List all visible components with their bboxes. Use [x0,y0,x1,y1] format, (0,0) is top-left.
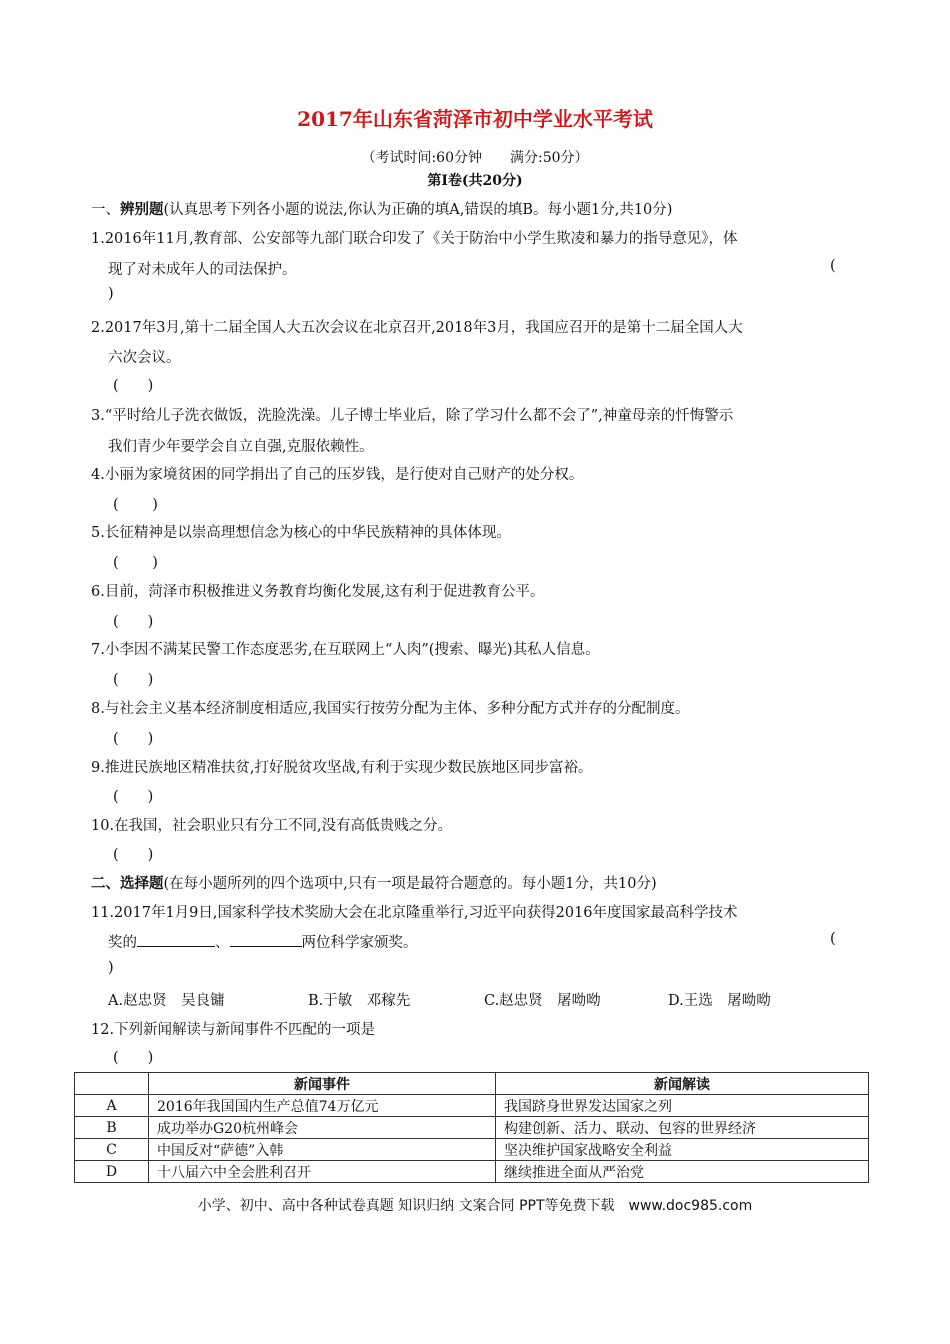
table-row [75,1117,869,1139]
q10-answer-paren: ( ) [113,847,154,863]
table-row [75,1161,869,1183]
table-header-row [75,1073,869,1095]
q1-paren-open: ( [830,258,836,274]
q8-answer-paren: ( ) [113,731,154,747]
q11-text-a: 奖的 [108,935,137,951]
section1-num: 一、 [91,202,120,218]
q4-line1: 4.小丽为家境贫困的同学捐出了自己的压岁钱，是行使对自己财产的处分权。 [91,467,584,483]
q1-line1: 1.2016年11月,教育部、公安部等九部门联合印发了《关于防治中小学生欺凌和暴力的指导意见》，体 [91,231,738,247]
q10-line1: 10.在我国，社会职业只有分工不同,没有高低贵贱之分。 [91,818,453,834]
q6-answer-paren: ( ) [113,614,154,630]
section1-label: 辨别题 [120,201,164,218]
table-header-interpretation: 新闻解读 [496,1073,869,1095]
table-cell-event: 2016年我国国内生产总值74万亿元 [149,1095,496,1117]
q11-line1: 11.2017年1月9日,国家科学技术奖励大会在北京隆重举行,习近平向获得2016年度国家最高科学技术 [91,905,738,921]
table-row [75,1139,869,1161]
q1-paren-close: ) [108,286,114,302]
table-cell-label: A [75,1095,149,1117]
q11-line2 [108,931,418,952]
exam-info: （考试时间:60分钟 满分:50分） [361,150,589,166]
table-cell-label: D [75,1161,149,1183]
table-cell-label: C [75,1139,149,1161]
news-table [74,1072,869,1183]
table-cell-event: 成功举办G20杭州峰会 [149,1117,496,1139]
q7-answer-paren: ( ) [113,672,154,688]
page-footer: 小学、初中、高中各种试卷真题 知识归纳 文案合同 PPT等免费下载 www.doc985.com [197,1198,753,1214]
q8-line1: 8.与社会主义基本经济制度相适应,我国实行按劳分配为主体、多种分配方式并存的分配制度。 [91,701,690,717]
table-row [75,1095,869,1117]
section2-instructions: (在每小题所列的四个选项中,只有一项是最符合题意的。每小题1分，共10分) [163,876,657,892]
q3-line1: 3.“平时给儿子洗衣做饭，洗脸洗澡。儿子博士毕业后，除了学习什么都不会了”,神童母亲的忏悔警示 [91,408,734,424]
q7-line1: 7.小李因不满某民警工作态度恶劣,在互联网上“人肉”(搜索、曝光)其私人信息。 [91,642,600,658]
table-cell-label: B [75,1117,149,1139]
q9-line1: 9.推进民族地区精准扶贫,打好脱贫攻坚战,有利于实现少数民族地区同步富裕。 [91,760,593,776]
page-title: 2017年山东省菏泽市初中学业水平考试 [297,107,653,131]
q11-option-d: D.王选 屠呦呦 [668,993,771,1009]
q2-line2: 六次会议。 [108,350,181,366]
q3-line2: 我们青少年要学会自立自强,克服依赖性。 [108,439,374,455]
table-cell-interpretation: 我国跻身世界发达国家之列 [496,1095,869,1117]
q6-line1: 6.目前，菏泽市积极推进义务教育均衡化发展,这有利于促进教育公平。 [91,584,545,600]
q11-blank-2 [230,932,302,947]
q11-paren-open: ( [830,931,836,947]
q9-answer-paren: ( ) [113,789,154,805]
q12-line1: 12.下列新闻解读与新闻事件不匹配的一项是 [91,1022,376,1038]
table-header-empty [75,1073,149,1095]
q11-paren-close: ) [108,960,114,976]
volume-heading: 第Ⅰ卷(共20分) [427,173,523,189]
q5-answer-paren: ( ) [113,555,158,571]
q11-option-b: B.于敏 邓稼先 [308,993,411,1009]
table-cell-event: 十八届六中全会胜利召开 [149,1161,496,1183]
q11-blank-1 [137,932,215,947]
table-cell-interpretation: 坚决维护国家战略安全利益 [496,1139,869,1161]
section1-heading [91,198,672,219]
q2-line1: 2.2017年3月,第十二届全国人大五次会议在北京召开,2018年3月，我国应召开的是第十二届全国人大 [91,320,743,336]
section2-heading [91,872,657,893]
q12-answer-paren: ( ) [113,1050,154,1066]
q11-text-c: 两位科学家颁奖。 [301,935,418,951]
q11-option-c: C.赵忠贤 屠呦呦 [484,993,601,1009]
section1-instructions: (认真思考下列各小题的说法,你认为正确的填A,错误的填B。每小题1分,共10分) [163,202,673,218]
table-header-event: 新闻事件 [149,1073,496,1095]
table-cell-interpretation: 构建创新、活力、联动、包容的世界经济 [496,1117,869,1139]
table-cell-event: 中国反对“萨德”入韩 [149,1139,496,1161]
section2-num: 二、 [91,875,120,892]
section2-label: 选择题 [120,875,164,892]
q11-option-a: A.赵忠贤 吴良镛 [108,993,225,1009]
q5-line1: 5.长征精神是以崇高理想信念为核心的中华民族精神的具体体现。 [91,525,511,541]
q1-line2: 现了对未成年人的司法保护。 [108,262,297,278]
table-cell-interpretation: 继续推进全面从严治党 [496,1161,869,1183]
q2-answer-paren: ( ) [113,378,154,394]
q4-answer-paren: ( ) [113,497,158,513]
q11-text-b: 、 [215,935,230,951]
